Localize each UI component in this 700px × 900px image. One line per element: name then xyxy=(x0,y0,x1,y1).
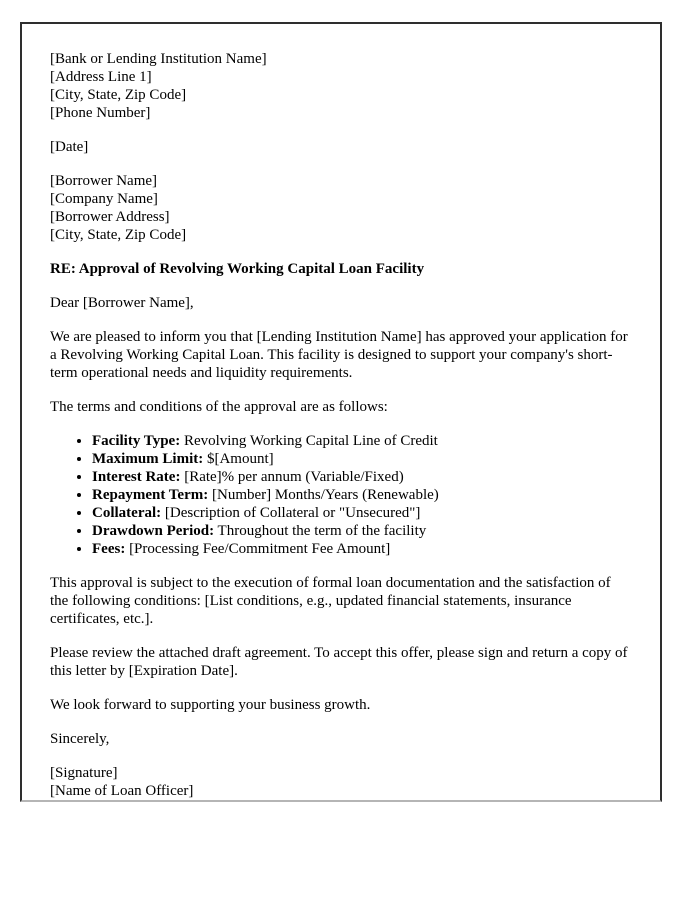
sender-line: [City, State, Zip Code] xyxy=(50,87,187,103)
valediction-line: Sincerely, xyxy=(50,731,110,747)
term-label: Facility Type: xyxy=(92,433,181,449)
salutation-line: Dear [Borrower Name], xyxy=(50,295,194,311)
sender-address-block xyxy=(50,50,632,122)
intro-paragraph: We are pleased to inform you that [Lending Institution Name] has approved your application for a Revolving Working Capital Loan. This facility is designed to support your company's short-term operational needs and liquidity requirements. xyxy=(50,329,628,381)
sender-line: [Address Line 1] xyxy=(50,69,152,85)
term-item xyxy=(92,486,632,504)
signature-line: [Signature] xyxy=(50,765,118,781)
closing-paragraph: We look forward to supporting your business growth. xyxy=(50,697,371,713)
term-label: Maximum Limit: xyxy=(92,451,204,467)
review-paragraph: Please review the attached draft agreement. To accept this offer, please sign and return a copy of this letter by [Expiration Date]. xyxy=(50,645,628,679)
recipient-line: [City, State, Zip Code] xyxy=(50,227,187,243)
recipient-line: [Borrower Address] xyxy=(50,209,170,225)
term-value: [Number] Months/Years (Renewable) xyxy=(208,487,439,503)
term-item xyxy=(92,432,632,450)
term-item xyxy=(92,522,632,540)
conditions-paragraph: This approval is subject to the execution of formal loan documentation and the satisfaction of the following conditions: [List conditions, e.g., updated financial statements, insurance certificates, etc.]. xyxy=(50,575,611,627)
term-value: [Processing Fee/Commitment Fee Amount] xyxy=(125,541,391,557)
terms-list xyxy=(50,432,632,558)
subject-line: RE: Approval of Revolving Working Capital Loan Facility xyxy=(50,261,425,277)
recipient-line: [Company Name] xyxy=(50,191,158,207)
terms-intro-paragraph: The terms and conditions of the approval are as follows: xyxy=(50,399,388,415)
recipient-address-block xyxy=(50,172,632,244)
term-value: [Description of Collateral or "Unsecured"] xyxy=(161,505,421,521)
signature-line: [Name of Loan Officer] xyxy=(50,783,194,799)
sender-line: [Phone Number] xyxy=(50,105,151,121)
term-label: Interest Rate: xyxy=(92,469,181,485)
sender-line: [Bank or Lending Institution Name] xyxy=(50,51,267,67)
term-value: $[Amount] xyxy=(203,451,274,467)
signature-block xyxy=(50,764,632,800)
term-item xyxy=(92,540,632,558)
term-item xyxy=(92,450,632,468)
term-label: Repayment Term: xyxy=(92,487,209,503)
term-label: Collateral: xyxy=(92,505,162,521)
letter-document xyxy=(20,22,662,802)
date-line: [Date] xyxy=(50,139,89,155)
term-value: Throughout the term of the facility xyxy=(214,523,427,539)
recipient-line: [Borrower Name] xyxy=(50,173,158,189)
term-item xyxy=(92,504,632,522)
term-value: [Rate]% per annum (Variable/Fixed) xyxy=(180,469,404,485)
term-item xyxy=(92,468,632,486)
term-value: Revolving Working Capital Line of Credit xyxy=(180,433,438,449)
term-label: Fees: xyxy=(92,541,126,557)
term-label: Drawdown Period: xyxy=(92,523,215,539)
